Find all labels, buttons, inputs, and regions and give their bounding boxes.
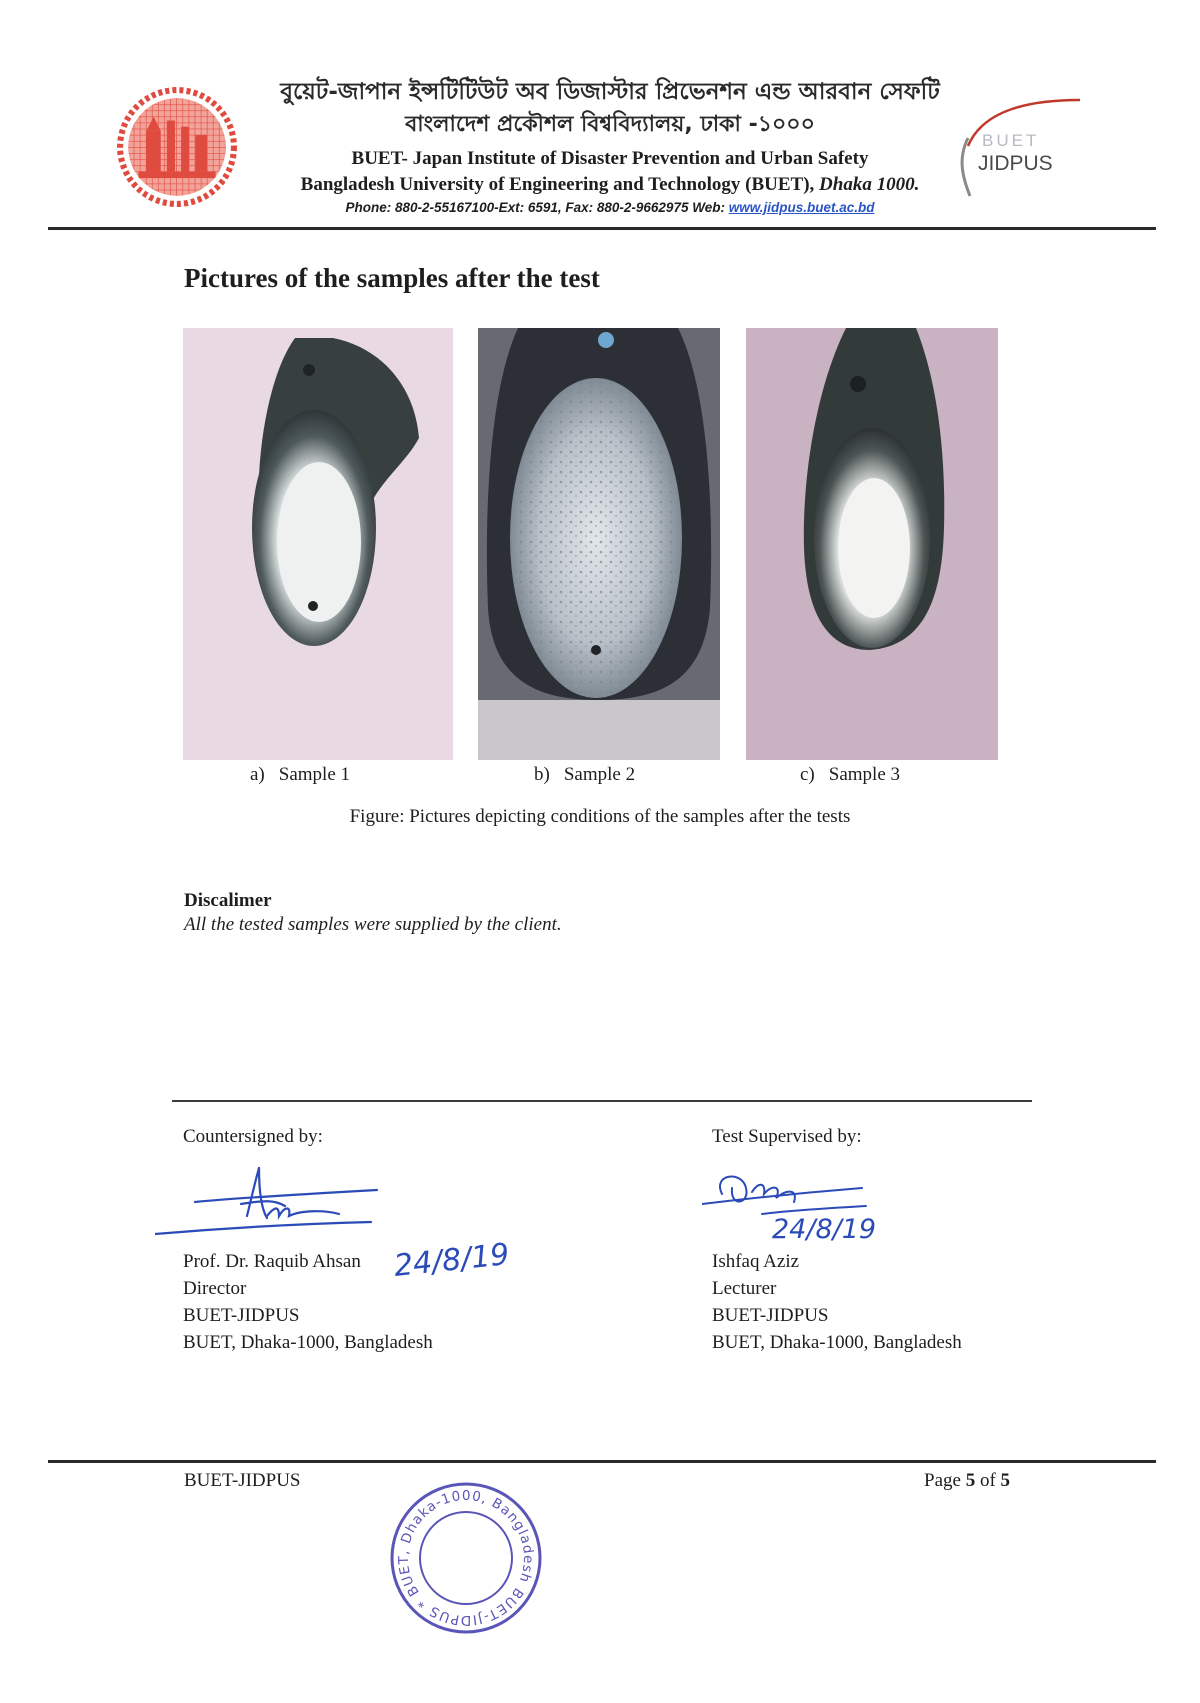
footer-divider xyxy=(48,1460,1156,1463)
sample-3-photo xyxy=(746,328,998,760)
supervised-label: Test Supervised by: xyxy=(712,1126,862,1147)
page-current: 5 xyxy=(965,1470,976,1491)
sample-3-caption xyxy=(800,764,900,786)
bangla-university-name: বাংলাদেশ প্রকৌশল বিশ্ববিদ্যালয়, ঢাকা -১০০০ xyxy=(405,112,815,137)
countersigned-address: BUET, Dhaka-1000, Bangladesh xyxy=(183,1332,433,1353)
countersigned-org: BUET-JIDPUS xyxy=(183,1305,300,1326)
supervised-address: BUET, Dhaka-1000, Bangladesh xyxy=(712,1332,962,1353)
logo-buet-text: BUET xyxy=(982,131,1040,150)
website-link[interactable]: www.jidpus.buet.ac.bd xyxy=(728,200,875,215)
header-text xyxy=(250,76,970,218)
section-title: Pictures of the samples after the test xyxy=(184,263,600,293)
supervised-details xyxy=(712,1248,962,1356)
countersigned-label: Countersigned by: xyxy=(183,1126,323,1147)
signature-divider xyxy=(172,1100,1032,1102)
university-text: Bangladesh University of Engineering and Technology (BUET), xyxy=(300,174,820,195)
page-number xyxy=(924,1470,1010,1492)
sample-1-label: Sample 1 xyxy=(278,764,351,785)
sample-2-photo xyxy=(478,328,720,760)
university-name xyxy=(250,172,970,198)
disclaimer-title: Discalimer xyxy=(184,890,272,911)
jidpus-logo xyxy=(954,96,1084,206)
page-total: 5 xyxy=(1000,1470,1011,1491)
footer-org: BUET-JIDPUS xyxy=(184,1470,301,1491)
sample-3-letter: c) xyxy=(800,764,815,785)
logo-jidpus-text: JIDPUS xyxy=(978,152,1053,175)
page-word: Page xyxy=(924,1470,961,1491)
supervised-date-text: 24/8/19 xyxy=(772,1214,877,1244)
supervised-name: Ishfaq Aziz xyxy=(712,1251,800,1272)
countersigned-signature xyxy=(155,1160,385,1240)
institute-stamp xyxy=(386,1478,546,1638)
sample-1-caption xyxy=(250,764,350,786)
figure-caption: Figure: Pictures depicting conditions of the samples after the tests xyxy=(349,806,851,827)
countersigned-date-text: 24/8/19 xyxy=(392,1237,512,1284)
institute-name: BUET- Japan Institute of Disaster Prevention and Urban Safety xyxy=(351,148,869,169)
sample-1-letter: a) xyxy=(250,764,265,785)
countersigned-name: Prof. Dr. Raquib Ahsan xyxy=(183,1251,361,1272)
countersigned-designation: Director xyxy=(183,1278,247,1299)
svg-text:BUET-JIDPUS * BUET, Dhaka-1000 xyxy=(386,1478,546,1638)
sample-3-label: Sample 3 xyxy=(828,764,901,785)
disclaimer-text: All the tested samples were supplied by the client. xyxy=(184,914,562,935)
countersigned-details xyxy=(183,1248,433,1356)
supervised-designation: Lecturer xyxy=(712,1278,777,1299)
supervised-signature xyxy=(702,1164,902,1244)
sample-2-caption xyxy=(534,764,635,786)
contact-text: Phone: 880-2-55167100-Ext: 6591, Fax: 880-2-9662975 Web: xyxy=(345,200,729,215)
page-of: of xyxy=(979,1470,996,1491)
sample-2-letter: b) xyxy=(534,764,550,785)
bangla-institute-name: বুয়েট-জাপান ইন্সটিটিউট অব ডিজাস্টার প্রিভেনশন এন্ড আরবান সেফটি xyxy=(280,79,940,105)
header-divider xyxy=(48,227,1156,230)
buet-logo xyxy=(116,86,238,208)
contact-line xyxy=(250,198,970,218)
sample-2-label: Sample 2 xyxy=(563,764,636,785)
sample-1-photo xyxy=(183,328,453,760)
supervised-org: BUET-JIDPUS xyxy=(712,1305,829,1326)
stamp-text: BUET-JIDPUS * BUET, Dhaka-1000, Bangladesh xyxy=(395,1487,537,1629)
university-city: Dhaka 1000. xyxy=(819,174,920,195)
